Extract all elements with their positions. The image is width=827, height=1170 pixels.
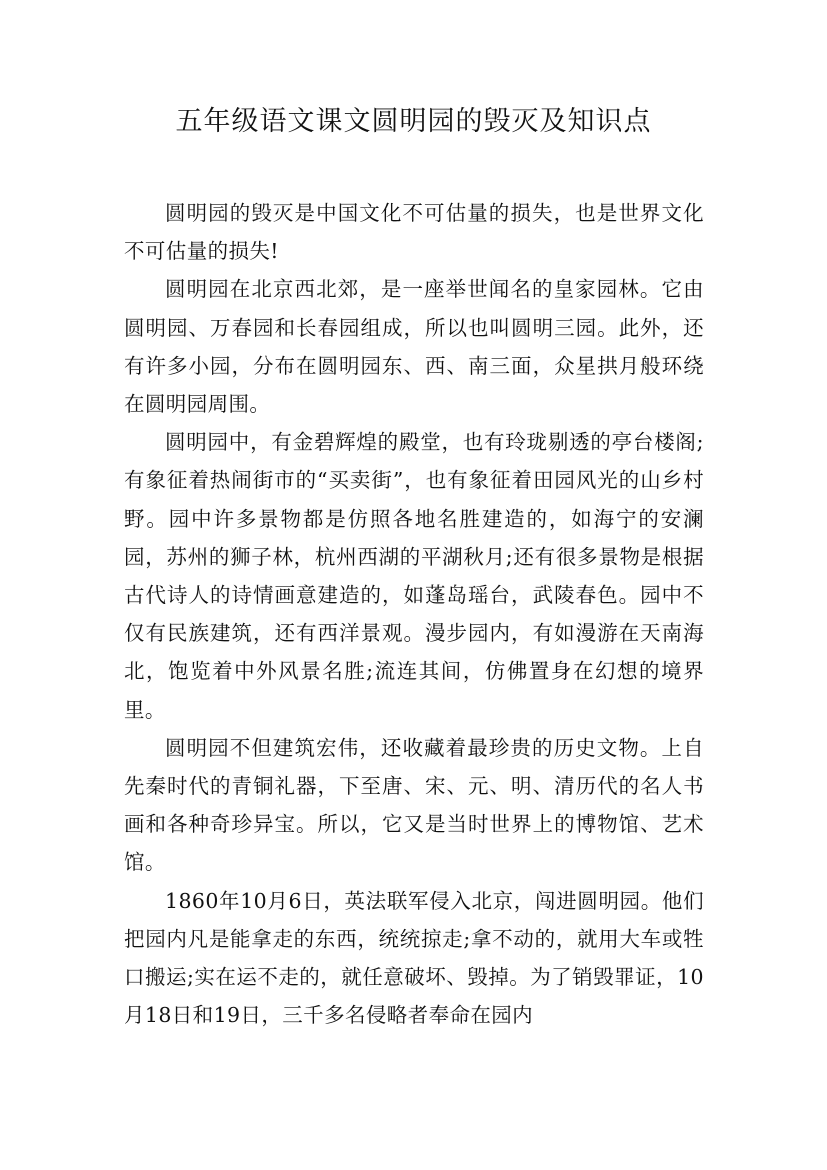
paragraph-3: 圆明园中，有金碧辉煌的殿堂，也有玲珑剔透的亭台楼阁;有象征着热闹街市的“买卖街”，也有象征着田园风光的山乡村野。园中许多景物都是仿照各地名胜建造的，如海宁的安澜园，苏州的狮子林，杭州西湖的平湖秋月;还有很多景物是根据古代诗人的诗情画意建造的，如蓬岛瑶台，武陵春色。园中不仅有民族建筑，还有西洋景观。漫步园内，有如漫游在天南海北，饱览着中外风景名胜;流连其间，仿佛置身在幻想的境界里。 bbox=[124, 430, 704, 722]
paragraph-2: 圆明园在北京西北郊，是一座举世闻名的皇家园林。它由圆明园、万春园和长春园组成，所以也叫圆明三园。此外，还有许多小园，分布在圆明园东、西、南三面，众星拱月般环绕在圆明园周围。 bbox=[124, 277, 704, 417]
paragraph-1: 圆明园的毁灭是中国文化不可估量的损失，也是世界文化不可估量的损失! bbox=[124, 201, 704, 264]
document-title: 五年级语文课文圆明园的毁灭及知识点 bbox=[175, 106, 652, 137]
paragraph-5: 1860年10月6日，英法联军侵入北京，闯进圆明园。他们把园内凡是能拿走的东西，统统掠走;拿不动的，就用大车或牲口搬运;实在运不走的，就任意破坏、毁掉。为了销毁罪证，10月18日和19日，三千多名侵略者奉命在园内 bbox=[124, 888, 704, 1028]
document-body bbox=[124, 194, 704, 1034]
paragraph-4: 圆明园不但建筑宏伟，还收藏着最珍贵的历史文物。上自先秦时代的青铜礼器，下至唐、宋、元、明、清历代的名人书画和各种奇珍异宝。所以，它又是当时世界上的博物馆、艺术馆。 bbox=[124, 735, 704, 875]
